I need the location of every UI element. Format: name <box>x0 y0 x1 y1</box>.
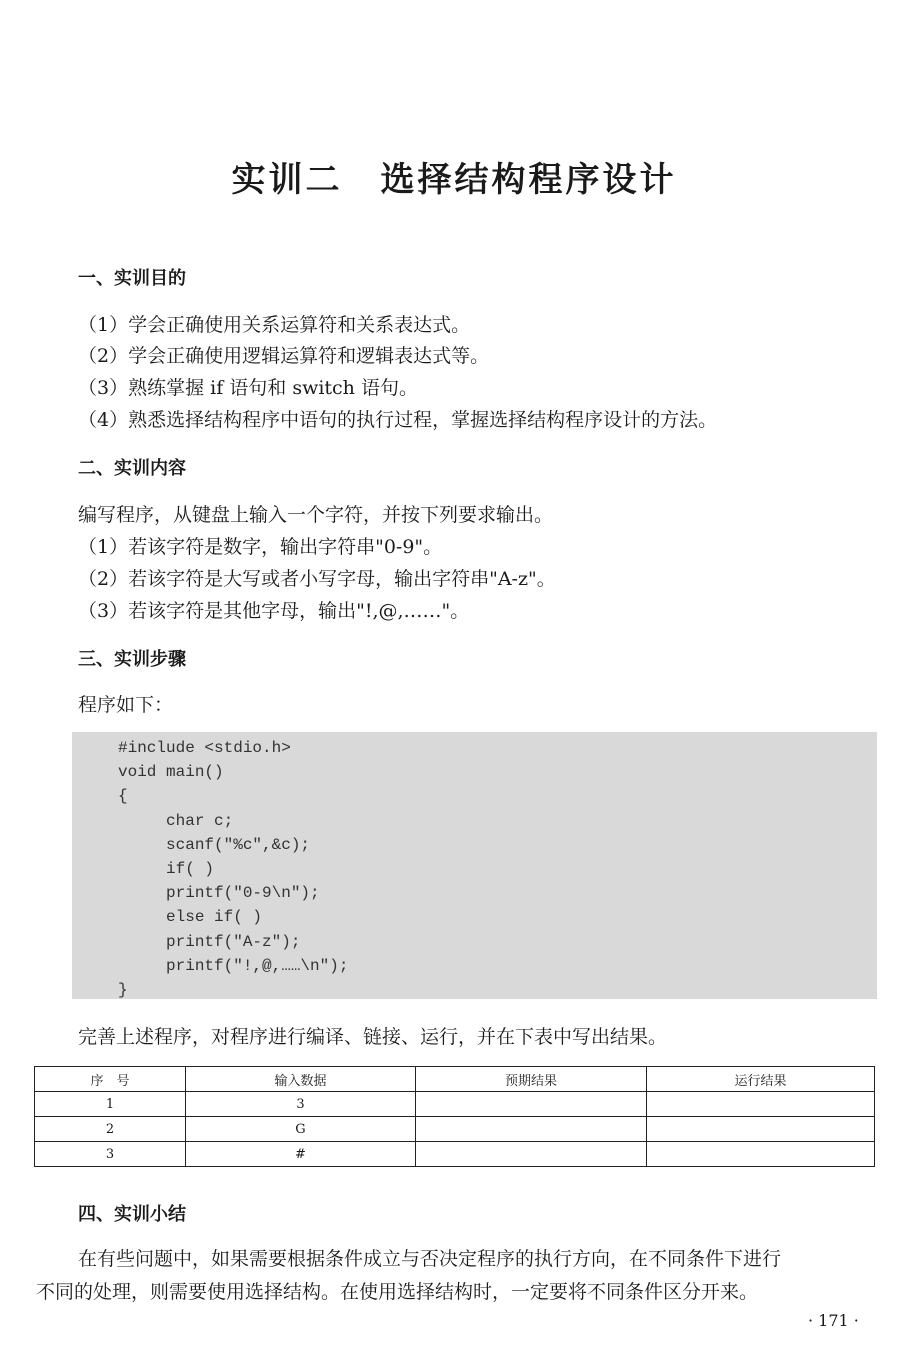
cell-expected <box>416 1117 647 1142</box>
table-row <box>35 1117 875 1142</box>
section-heading-steps: 三、实训步骤 <box>78 649 186 670</box>
page-number: · 171 · <box>808 1311 859 1330</box>
cell-input: G <box>186 1117 416 1142</box>
title-part1: 实训二 <box>231 160 343 200</box>
summary-line: 不同的处理，则需要使用选择结构。在使用选择结构时，一定要将不同条件区分开来。 <box>36 1281 759 1303</box>
page-title <box>0 152 908 201</box>
col-header-index: 序 号 <box>35 1067 186 1092</box>
col-header-input: 输入数据 <box>186 1067 416 1092</box>
content-item: （3）若该字符是其他字母，输出"!,@,……"。 <box>78 600 470 622</box>
section-heading-objectives: 一、实训目的 <box>78 268 186 289</box>
steps-instruction: 完善上述程序，对程序进行编译、链接、运行，并在下表中写出结果。 <box>78 1026 668 1048</box>
content-item: （1）若该字符是数字，输出字符串"0-9"。 <box>78 536 443 558</box>
code-listing: #include <stdio.h> void main() { char c; scanf("%c",&c); if( ) printf("0-9\n"); else if( ) printf("A-z"); printf("!,@,……\n"); } <box>118 739 349 1000</box>
code-block <box>72 732 877 999</box>
cell-input: # <box>186 1142 416 1167</box>
content-paragraph: 编写程序，从键盘上输入一个字符，并按下列要求输出。 <box>78 504 554 526</box>
cell-expected <box>416 1142 647 1167</box>
table-row <box>35 1142 875 1167</box>
objective-item: （4）熟悉选择结构程序中语句的执行过程，掌握选择结构程序设计的方法。 <box>78 409 718 431</box>
content-item: （2）若该字符是大写或者小写字母，输出字符串"A-z"。 <box>78 568 556 590</box>
cell-input: 3 <box>186 1092 416 1117</box>
cell-index: 2 <box>35 1117 186 1142</box>
objective-item: （3）熟练掌握 if 语句和 switch 语句。 <box>78 377 418 399</box>
cell-expected <box>416 1092 647 1117</box>
objective-item: （2）学会正确使用逻辑运算符和逻辑表达式等。 <box>78 345 490 367</box>
section-heading-summary: 四、实训小结 <box>78 1204 186 1225</box>
cell-actual <box>647 1117 875 1142</box>
steps-intro: 程序如下： <box>78 694 174 716</box>
table-row <box>35 1092 875 1117</box>
cell-index: 3 <box>35 1142 186 1167</box>
summary-line: 在有些问题中，如果需要根据条件成立与否决定程序的执行方向，在不同条件下进行 <box>78 1248 782 1270</box>
table-header-row <box>35 1067 875 1092</box>
cell-actual <box>647 1142 875 1167</box>
col-header-expected: 预期结果 <box>416 1067 647 1092</box>
title-part2: 选择结构程序设计 <box>380 160 677 200</box>
col-header-actual: 运行结果 <box>647 1067 875 1092</box>
objective-item: （1）学会正确使用关系运算符和关系表达式。 <box>78 314 471 336</box>
results-table <box>34 1066 875 1167</box>
cell-actual <box>647 1092 875 1117</box>
section-heading-content: 二、实训内容 <box>78 458 186 479</box>
cell-index: 1 <box>35 1092 186 1117</box>
